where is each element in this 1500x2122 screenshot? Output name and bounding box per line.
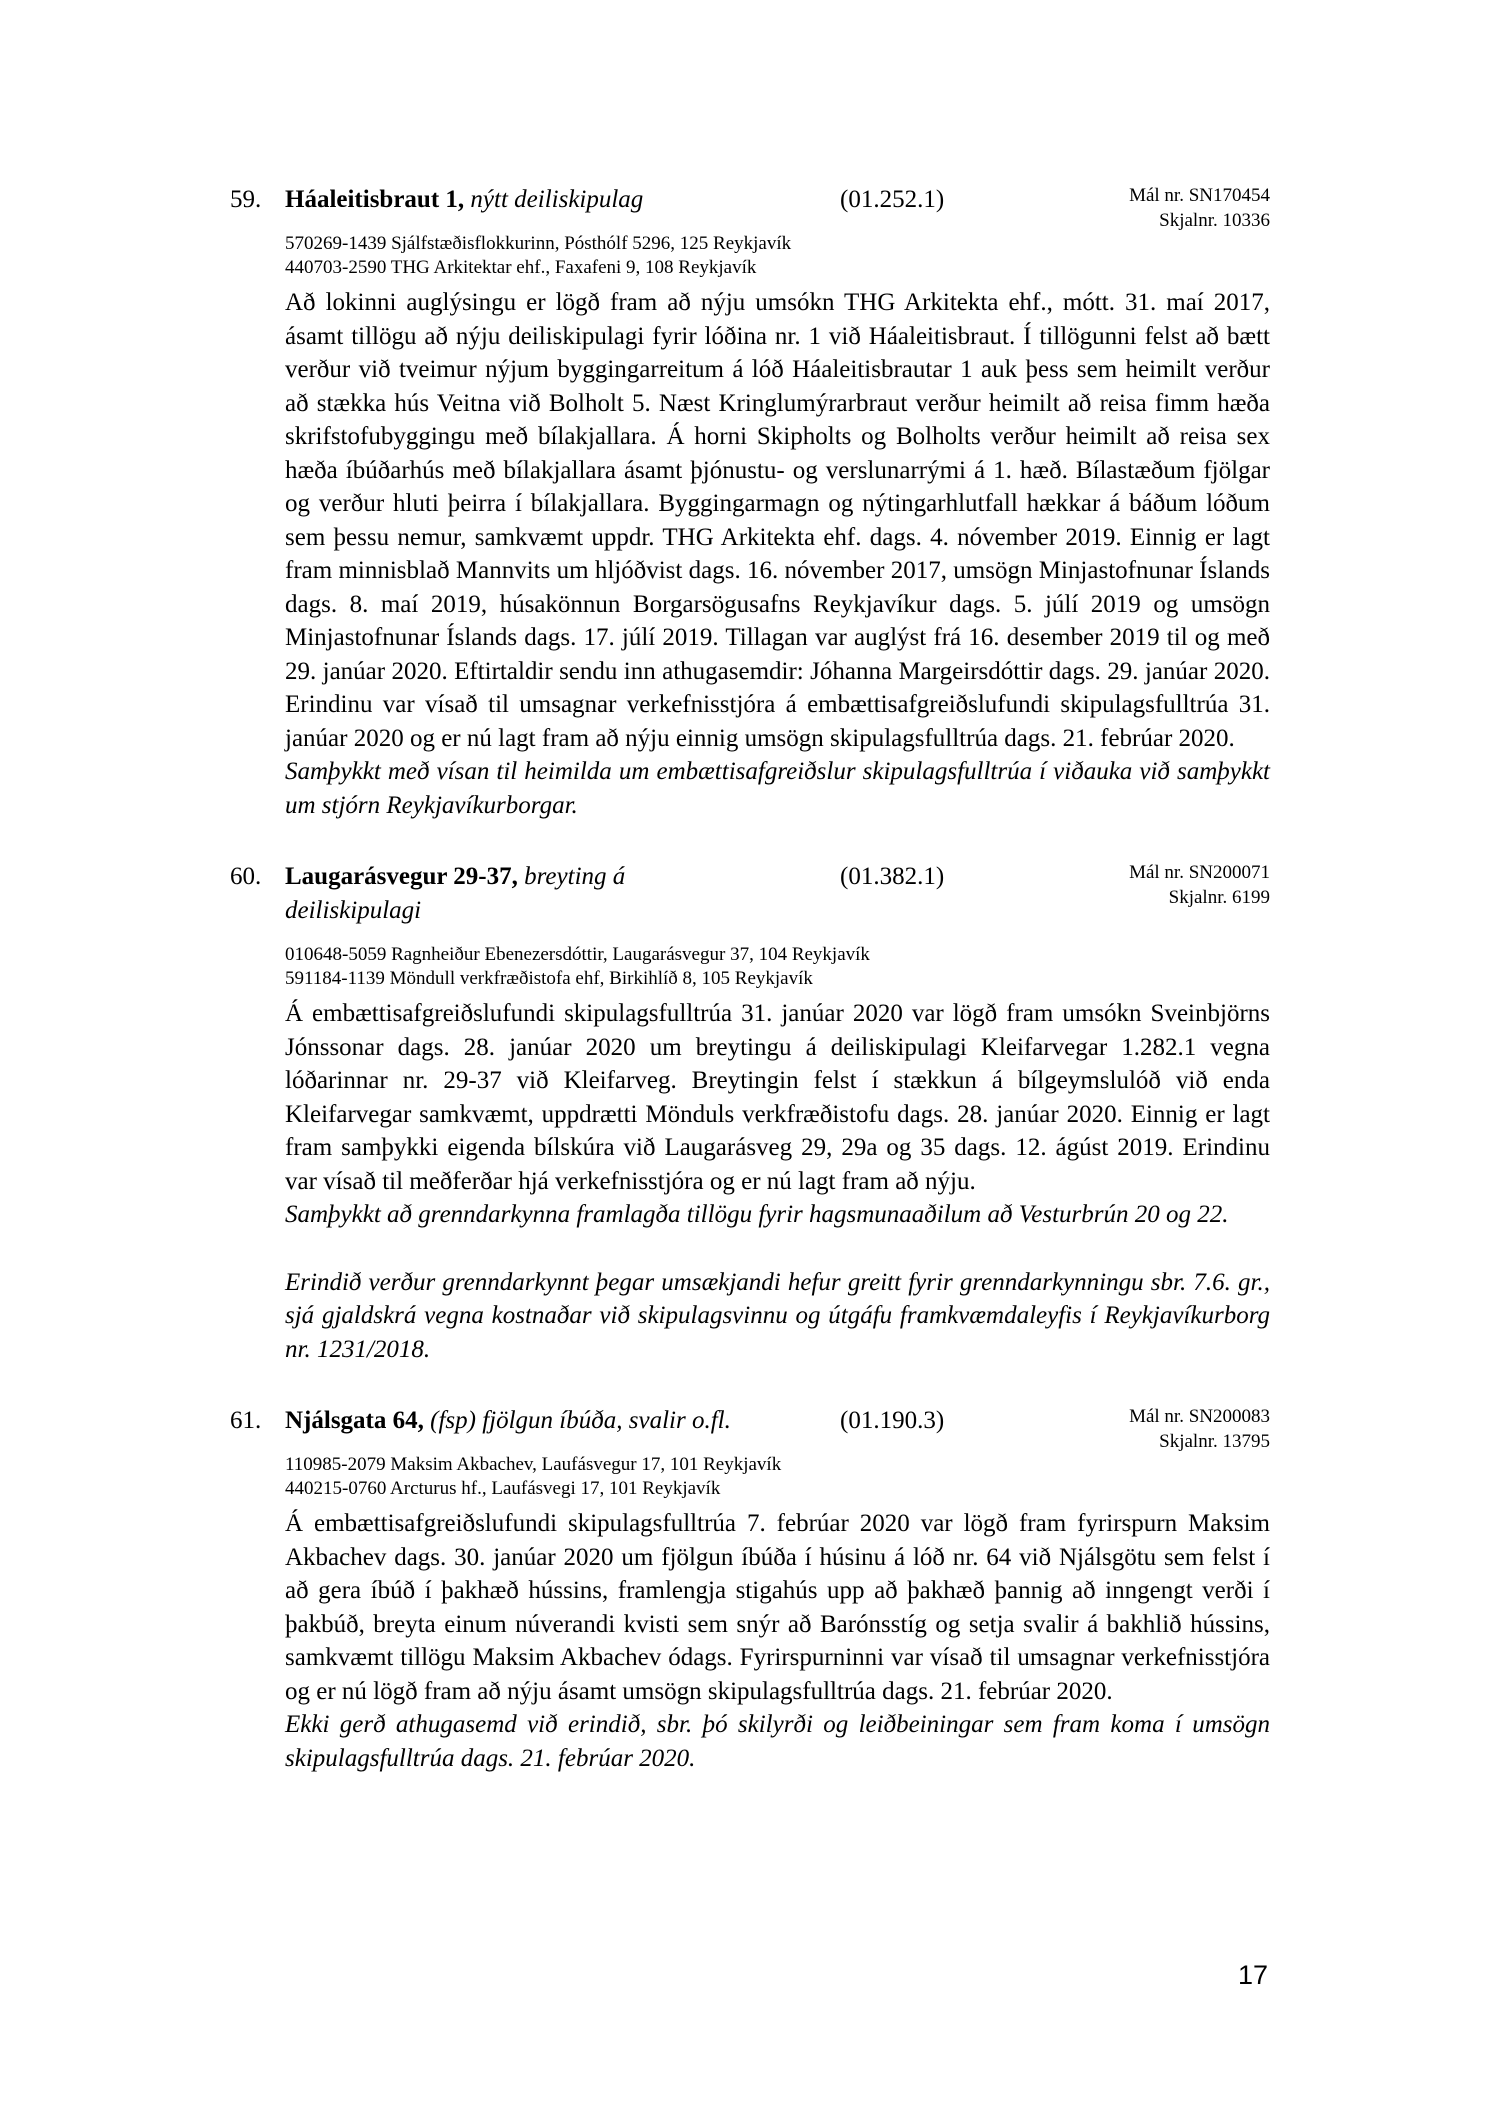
item-meta [1129,860,1270,910]
item-title-subject: nýtt deiliskipulag [470,186,644,213]
page-number: 17 [1238,1960,1269,1990]
item-plan-code: (01.382.1) [840,863,945,890]
item-applicants [285,1453,1270,1501]
applicant-line: 440215-0760 Arcturus hf., Laufásvegi 17, 101 Reykjavík [285,1478,721,1499]
item-note: Erindið verður grenndarkynnt þegar umsækjandi hefur greitt fyrir grenndarkynningu sbr. 7.6. gr., sjá gjaldskrá vegna kostnaðar við skipulagsvinnu og útgáfu framkvæmdaleyfis í Reykjavíkurborg nr. 1231/2018. [285,1268,1270,1363]
item-title-subject: breyting á [524,863,626,890]
item-number: 60. [230,863,262,890]
document-content [230,183,1270,1813]
item-title-address: Háaleitisbraut 1, [285,186,465,213]
item-case-number: Mál nr. SN170454 [1129,185,1270,206]
item-plan-code: (01.190.3) [840,1407,945,1434]
item-case-number: Mál nr. SN200071 [1129,862,1270,883]
item-title-subject: (fsp) fjölgun íbúða, svalir o.fl. [430,1407,731,1434]
item-title-subject-line2: deiliskipulagi [285,897,422,924]
item-body-text: Á embættisafgreiðslufundi skipulagsfulltrúa 7. febrúar 2020 var lögð fram fyrirspurn Maksim Akbachev dags. 30. janúar 2020 um fjölgun íbúða í húsinu á lóð nr. 64 við Njálsgötu sem felst í að gera íbúð í þakhæð hússins, framlengja stigahús upp að þakhæð þannig að inngengt verði í þakbúð, breyta einum núverandi kvisti sem snýr að Barónsstíg og setja svalir á bakhlið hússins, samkvæmt tillögu Maksim Akbachev ódags. Fyrirspurninni var vísað til umsagnar verkefnisstjóra og er nú lögð fram að nýju ásamt umsögn skipulagsfulltrúa dags. 21. febrúar 2020. [285,1510,1270,1705]
item-number: 61. [230,1407,262,1434]
item-heading [285,860,1270,928]
item-title [285,1404,830,1438]
applicant-line: 010648-5059 Ragnheiður Ebenezersdóttir, Laugarásvegur 37, 104 Reykjavík [285,944,870,965]
item-document-number: Skjalnr. 10336 [1159,210,1270,231]
item-resolution: Ekki gerð athugasemd við erindið, sbr. þó skilyrði og leiðbeiningar sem fram koma í umsögn skipulagsfulltrúa dags. 21. febrúar 2020. [285,1711,1270,1772]
item-meta [1129,183,1270,233]
item-title-address: Laugarásvegur 29-37, [285,863,518,890]
applicant-line: 440703-2590 THG Arkitektar ehf., Faxafeni 9, 108 Reykjavík [285,257,757,278]
item-resolution: Samþykkt að grenndarkynna framlagða tillögu fyrir hagsmunaaðilum að Vesturbrún 20 og 22. [285,1201,1229,1228]
item-applicants [285,232,1270,280]
item-plan-code: (01.252.1) [840,186,945,213]
applicant-line: 570269-1439 Sjálfstæðisflokkurinn, Pósthólf 5296, 125 Reykjavík [285,233,792,254]
agenda-item-61 [230,1404,1270,1775]
item-number: 59. [230,186,262,213]
item-document-number: Skjalnr. 13795 [1159,1431,1270,1452]
applicant-line: 591184-1139 Möndull verkfræðistofa ehf, Birkihlíð 8, 105 Reykjavík [285,968,813,989]
item-heading [285,1404,1270,1452]
item-meta [1129,1404,1270,1454]
item-document-number: Skjalnr. 6199 [1168,887,1270,908]
item-title-address: Njálsgata 64, [285,1407,424,1434]
item-heading [285,183,1270,231]
item-resolution: Samþykkt með vísan til heimilda um embættisafgreiðslur skipulagsfulltrúa í viðauka við samþykkt um stjórn Reykjavíkurborgar. [285,758,1270,819]
item-title [285,183,830,217]
item-title [285,860,830,894]
item-case-number: Mál nr. SN200083 [1129,1406,1270,1427]
applicant-line: 110985-2079 Maksim Akbachev, Laufásvegur 17, 101 Reykjavík [285,1454,782,1475]
item-body-text: Að lokinni auglýsingu er lögð fram að nýju umsókn THG Arkitekta ehf., mótt. 31. maí 2017, ásamt tillögu að nýju deiliskipulagi fyrir lóðina nr. 1 við Háaleitisbraut. Í tillögunni felst að bætt verður við tveimur nýjum byggingarreitum á lóð Háaleitisbrautar 1 auk þess sem heimilt verður að stækka hús Veitna við Bolholt 5. Næst Kringlumýrarbraut verður heimilt að reisa fimm hæða skrifstofubyggingu með bílakjallara. Á horni Skipholts og Bolholts verður heimilt að reisa sex hæða íbúðarhús með bílakjallara ásamt þjónustu- og verslunarrými á 1. hæð. Bílastæðum fjölgar og verður hluti þeirra í bílakjallara. Byggingarmagn og nýtingarhlutfall hækkar á báðum lóðum sem þessu nemur, samkvæmt uppdr. THG Arkitekta ehf. dags. 4. nóvember 2019. Einnig er lagt fram minnisblað Mannvits um hljóðvist dags. 16. nóvember 2017, umsögn Minjastofnunar Íslands dags. 8. maí 2019, húsakönnun Borgarsögusafns Reykjavíkur dags. 5. júlí 2019 og umsögn Minjastofnunar Íslands dags. 17. júlí 2019. Tillagan var auglýst frá 16. desember 2019 til og með 29. janúar 2020. Eftirtaldir sendu inn athugasemdir: Jóhanna Margeirsdóttir dags. 29. janúar 2020. Erindinu var vísað til umsagnar verkefnisstjóra á embættisafgreiðslufundi skipulagsfulltrúa 31. janúar 2020 og er nú lagt fram að nýju einnig umsögn skipulagsfulltrúa dags. 21. febrúar 2020. [285,289,1270,752]
item-body-text: Á embættisafgreiðslufundi skipulagsfulltrúa 31. janúar 2020 var lögð fram umsókn Sveinbjörns Jónssonar dags. 28. janúar 2020 um breytingu á deiliskipulagi Kleifarvegar 1.282.1 vegna lóðarinnar nr. 29-37 við Kleifarveg. Breytingin felst í stækkun á bílgeymslulóð við enda Kleifarvegar samkvæmt, uppdrætti Mönduls verkfræðistofu dags. 28. janúar 2020. Einnig er lagt fram samþykki eigenda bílskúra við Laugarásveg 29, 29a og 35 dags. 12. ágúst 2019. Erindinu var vísað til meðferðar hjá verkefnisstjóra og er nú lagt fram að nýju. [285,1000,1270,1195]
agenda-item-60 [230,860,1270,1366]
agenda-item-59 [230,183,1270,822]
item-applicants [285,943,1270,991]
